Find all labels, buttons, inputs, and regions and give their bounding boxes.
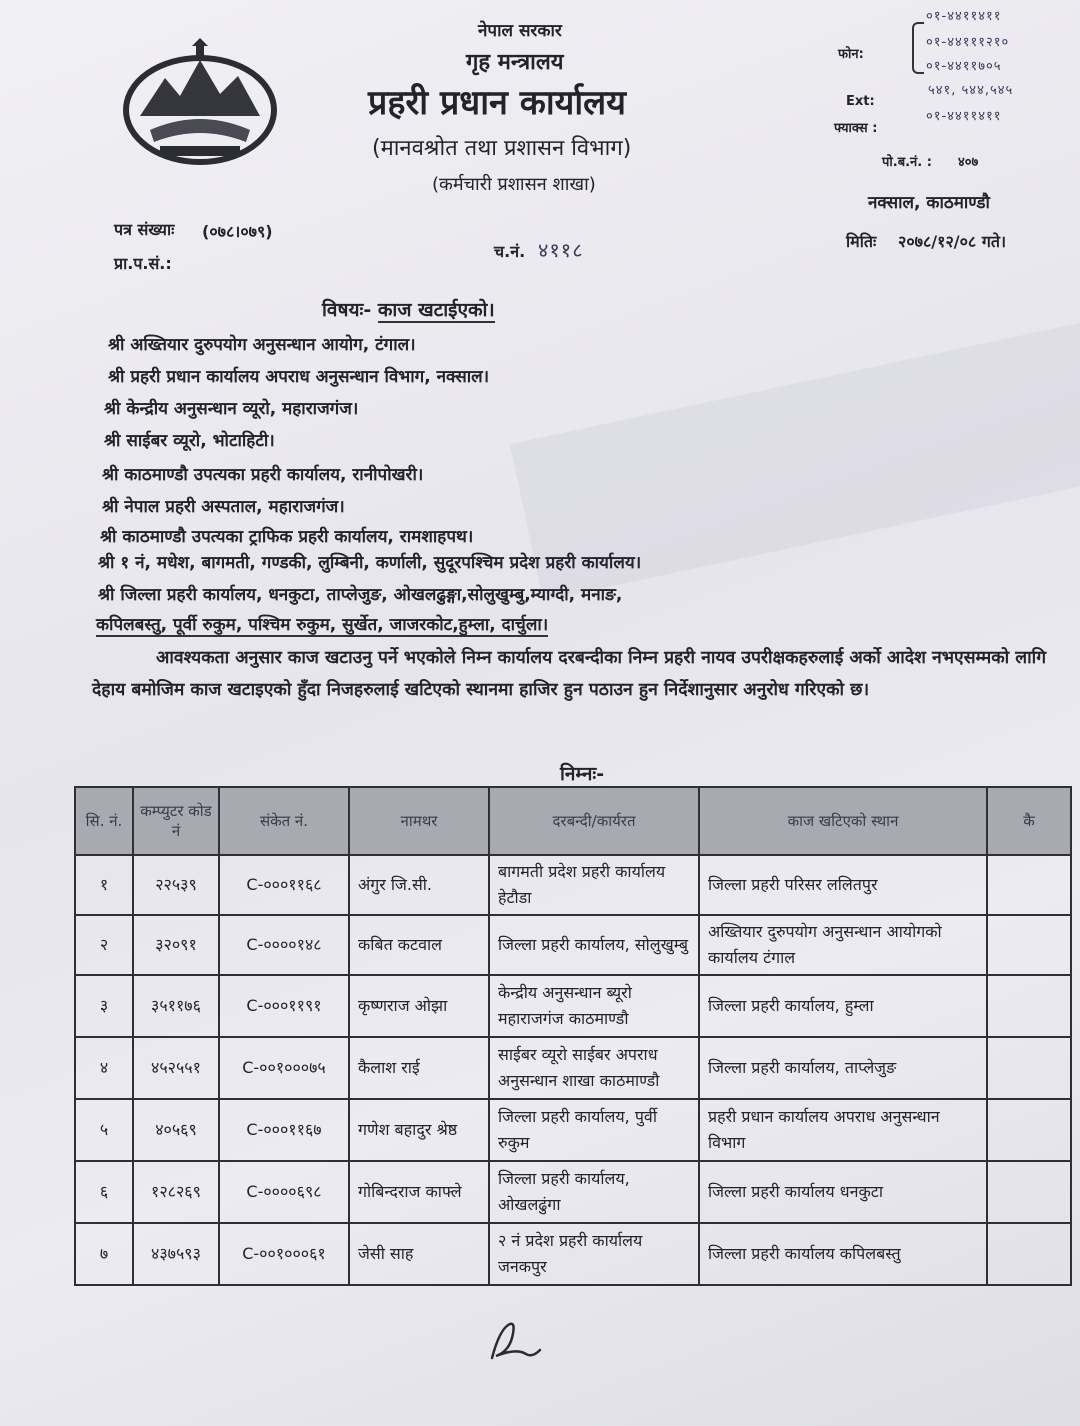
phone-number-3: ०१-४४११७०५ <box>926 59 1002 74</box>
subject-label: विषयः- <box>322 299 372 321</box>
cell-place: जिल्ला प्रहरी परिसर ललितपुर <box>699 855 987 915</box>
cell-remarks <box>987 1223 1071 1285</box>
cell-serial: ५ <box>75 1099 133 1161</box>
header-computer-code: कम्प्युटर कोड नं <box>133 787 219 855</box>
cell-symbol: C-००१०००७५ <box>219 1037 349 1099</box>
addressee-9: श्री जिल्ला प्रहरी कार्यालय, धनकुटा, ताप्लेजुङ, ओखलढुङ्गा,सोलुखुम्बु,म्याग्दी, मनाङ, <box>98 585 623 605</box>
subject-line <box>322 296 495 322</box>
cell-code: ३५११७६ <box>133 975 219 1037</box>
cell-remarks <box>987 975 1071 1037</box>
addressee-7: श्री काठमाण्डौ उपत्यका ट्राफिक प्रहरी कार्यालय, रामशाहपथ। <box>100 527 474 547</box>
table-row <box>75 915 1071 975</box>
cell-serial: ७ <box>75 1223 133 1285</box>
cell-name: जेसी साह <box>349 1223 489 1285</box>
ref-label: पत्र संख्याः <box>114 220 175 239</box>
cell-place: जिल्ला प्रहरी कार्यालय, ताप्लेजुङ <box>699 1037 987 1099</box>
ext-value: ५४१, ५४४,५४५ <box>928 83 1014 98</box>
cell-posting: बागमती प्रदेश प्रहरी कार्यालय हेटौडा <box>489 855 699 915</box>
cell-symbol: C-०००११९१ <box>219 975 349 1037</box>
assignment-table <box>74 786 1072 1286</box>
cell-posting: २ नं प्रदेश प्रहरी कार्यालय जनकपुर <box>489 1223 699 1285</box>
date-label: मितिः <box>846 232 877 251</box>
cell-code: ४०५६९ <box>133 1099 219 1161</box>
cell-name: कबित कटवाल <box>349 915 489 975</box>
cell-code: १२८२६९ <box>133 1161 219 1223</box>
header-remarks: कै <box>987 787 1071 855</box>
government-name: नेपाल सरकार <box>478 21 562 41</box>
ministry-name: गृह मन्त्रालय <box>466 50 564 75</box>
addressee-1: श्री अख्तियार दुरुपयोग अनुसन्धान आयोग, टंगाल। <box>108 335 416 355</box>
cell-place: प्रहरी प्रधान कार्यालय अपराध अनुसन्धान विभाग <box>699 1099 987 1161</box>
table-row <box>75 855 1071 915</box>
cell-serial: ३ <box>75 975 133 1037</box>
cell-name: कैलाश राई <box>349 1037 489 1099</box>
date-value: २०७८/१२/०८ गते। <box>898 232 1007 251</box>
cell-symbol: C-०००११६८ <box>219 855 349 915</box>
cell-remarks <box>987 855 1071 915</box>
ref-value: (०७८।०७९) <box>202 222 273 241</box>
cell-name: कृष्णराज ओझा <box>349 975 489 1037</box>
pobox-label: पो.ब.नं. : <box>882 155 932 170</box>
nepal-emblem-icon <box>120 38 280 168</box>
cell-posting: जिल्ला प्रहरी कार्यालय, सोलुखुम्बु <box>489 915 699 975</box>
header-serial: सि. नं. <box>75 787 133 855</box>
department-name: (मानवश्रोत तथा प्रशासन विभाग) <box>372 136 632 161</box>
cell-symbol: C-००००१४८ <box>219 915 349 975</box>
cell-name: अंगुर जि.सी. <box>349 855 489 915</box>
chalani-value: ४११८ <box>538 238 584 262</box>
cell-serial: २ <box>75 915 133 975</box>
cell-serial: ४ <box>75 1037 133 1099</box>
cell-serial: ६ <box>75 1161 133 1223</box>
addressee-3: श्री केन्द्रीय अनुसन्धान व्यूरो, महाराजगंज। <box>104 399 359 419</box>
cell-place: जिल्ला प्रहरी कार्यालय कपिलबस्तु <box>699 1223 987 1285</box>
table-row <box>75 1223 1071 1285</box>
header-deputation-place: काज खटिएको स्थान <box>699 787 987 855</box>
body-paragraph: आवश्यकता अनुसार काज खटाउनु पर्ने भएकोले निम्न कार्यालय दरबन्दीका निम्न प्रहरी नायव उपरीक्षकहरुलाई अर्को आदेश नभएसम्मको लागि देहाय बमोजिम काज खटाइएको हुँदा निजहरुलाई खटिएको स्थानमा हाजिर हुन पठाउन हुन निर्देशानुसार अनुरोध गरिएको छ। <box>92 648 1047 700</box>
cell-serial: १ <box>75 855 133 915</box>
ext-label: Ext: <box>846 94 875 109</box>
cell-posting: साईबर व्यूरो साईबर अपराध अनुसन्धान शाखा काठमाण्डौ <box>489 1037 699 1099</box>
cell-remarks <box>987 1037 1071 1099</box>
fax-value: ०१-४४११४११ <box>926 109 1002 124</box>
cell-remarks <box>987 1099 1071 1161</box>
cell-symbol: C-०००११६७ <box>219 1099 349 1161</box>
cell-name: गणेश बहादुर श्रेष्ठ <box>349 1099 489 1161</box>
cell-remarks <box>987 915 1071 975</box>
addressee-4: श्री साईबर व्यूरो, भोटाहिटी। <box>104 431 275 451</box>
cell-place: जिल्ला प्रहरी कार्यालय धनकुटा <box>699 1161 987 1223</box>
signature-mark <box>486 1318 546 1368</box>
addressee-10 <box>96 612 548 635</box>
office-name: प्रहरी प्रधान कार्यालय <box>368 83 626 123</box>
pobox-value: ४०७ <box>958 155 979 170</box>
table-row <box>75 1037 1071 1099</box>
addressee-8: श्री १ नं, मधेश, बागमती, गण्डकी, लुम्बिनी, कर्णाली, सुदूरपश्चिम प्रदेश प्रहरी कार्यालय। <box>98 553 642 573</box>
cell-remarks <box>987 1161 1071 1223</box>
fax-label: फ्याक्स : <box>834 121 878 136</box>
table-header-row <box>75 787 1071 855</box>
cell-code: ३२०९१ <box>133 915 219 975</box>
pra-label: प्रा.प.सं.: <box>114 254 172 273</box>
addressee-5: श्री काठमाण्डौ उपत्यका प्रहरी कार्यालय, रानीपोखरी। <box>102 465 424 485</box>
phone-number-1: ०१-४४११४११ <box>926 9 1002 24</box>
cell-place: अख्तियार दुरुपयोग अनुसन्धान आयोगको कार्यालय टंगाल <box>699 915 987 975</box>
chalani-label: च.नं. <box>494 242 526 261</box>
branch-name: (कर्मचारी प्रशासन शाखा) <box>432 174 596 195</box>
cell-code: ४५२५५१ <box>133 1037 219 1099</box>
table-row <box>75 1161 1071 1223</box>
header-symbol-no: संकेत नं. <box>219 787 349 855</box>
addressee-6: श्री नेपाल प्रहरी अस्पताल, महाराजगंज। <box>102 497 345 517</box>
subject-text: काज खटाईएको। <box>377 299 495 321</box>
cell-posting: केन्द्रीय अनुसन्धान ब्यूरो महाराजगंज काठमाण्डौ <box>489 975 699 1037</box>
header-posting: दरबन्दी/कार्यरत <box>489 787 699 855</box>
header-name: नामथर <box>349 787 489 855</box>
addressee-2: श्री प्रहरी प्रधान कार्यालय अपराध अनुसन्धान विभाग, नक्साल। <box>108 367 490 387</box>
table-title: निम्नः- <box>560 760 604 788</box>
table-row <box>75 975 1071 1037</box>
cell-posting: जिल्ला प्रहरी कार्यालय, पुर्वी रुकुम <box>489 1099 699 1161</box>
phone-label: फोन: <box>838 47 864 62</box>
phone-number-2: ०१-४४१११२१० <box>926 35 1010 50</box>
cell-posting: जिल्ला प्रहरी कार्यालय, ओखलढुंगा <box>489 1161 699 1223</box>
cell-code: २२५३९ <box>133 855 219 915</box>
cell-place: जिल्ला प्रहरी कार्यालय, हुम्ला <box>699 975 987 1037</box>
table-row <box>75 1099 1071 1161</box>
cell-symbol: C-००१०००६१ <box>219 1223 349 1285</box>
office-location: नक्साल, काठमाण्डौ <box>868 193 990 213</box>
cell-symbol: C-००००६९८ <box>219 1161 349 1223</box>
cell-name: गोबिन्दराज काफ्ले <box>349 1161 489 1223</box>
cell-code: ४३७५९३ <box>133 1223 219 1285</box>
phone-bracket <box>912 22 924 74</box>
addressee-10-text: कपिलबस्तु, पूर्वी रुकुम, पश्चिम रुकुम, सुर्खेत, जाजरकोट,हुम्ला, दार्चुला। <box>96 615 549 635</box>
